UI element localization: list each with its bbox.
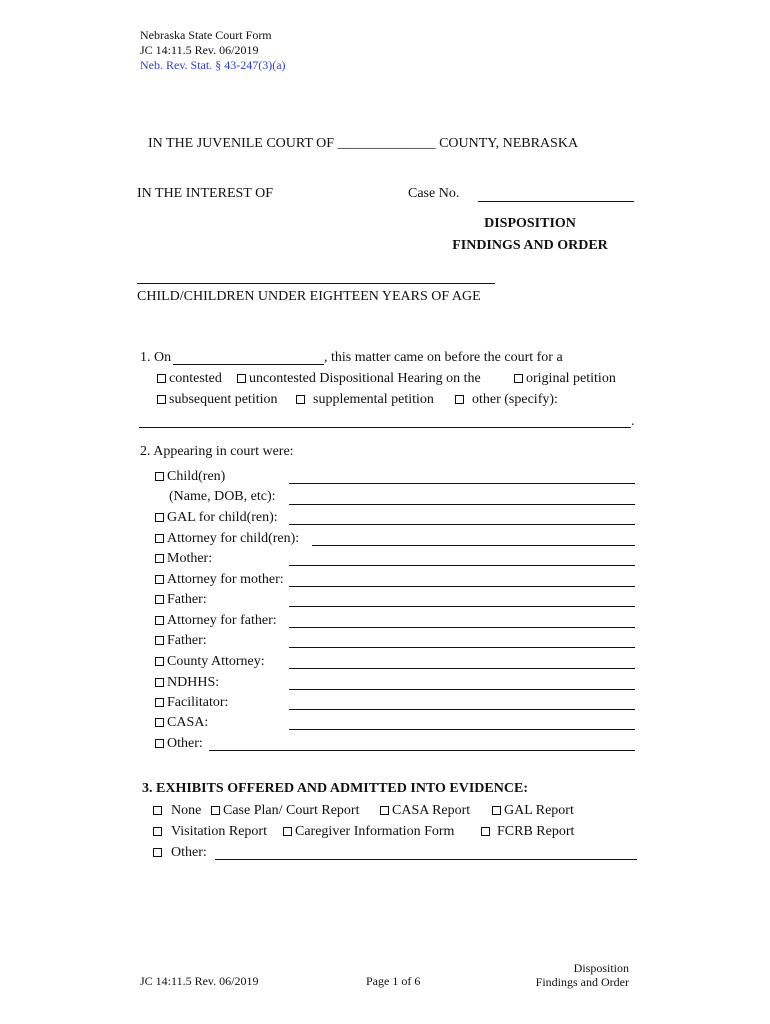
ndhhs-label: NDHHS:: [167, 675, 220, 690]
facilitator-option[interactable]: [155, 695, 228, 711]
exhibit-none-checkbox[interactable]: [153, 806, 162, 815]
exhibit-gal-report-option[interactable]: [492, 803, 574, 819]
exhibit-fcrb-checkbox[interactable]: [481, 827, 490, 836]
original-petition-checkbox[interactable]: [514, 374, 523, 383]
contested-option[interactable]: [157, 371, 222, 387]
form-name: Nebraska State Court Form: [140, 28, 272, 42]
subsequent-petition-checkbox[interactable]: [157, 395, 166, 404]
attorney-mother-checkbox[interactable]: [155, 575, 164, 584]
title-line-2: FINDINGS AND ORDER: [452, 238, 608, 253]
exhibit-case-plan-option[interactable]: [211, 803, 360, 819]
form-revision: JC 14:11.5 Rev. 06/2019: [140, 43, 259, 57]
subsequent-petition-option[interactable]: [157, 392, 278, 408]
mother-option[interactable]: [155, 551, 212, 567]
footer-page-number: Page 1 of 6: [366, 974, 421, 988]
child-caption: CHILD/CHILDREN UNDER EIGHTEEN YEARS OF AGE: [137, 289, 481, 304]
court-line: IN THE JUVENILE COURT OF ______________ COUNTY, NEBRASKA: [148, 136, 579, 151]
attorney-father-label: Attorney for father:: [167, 613, 277, 628]
county-attorney-option[interactable]: [155, 654, 265, 670]
father2-option[interactable]: [155, 633, 207, 649]
other-attendee-field[interactable]: [209, 750, 635, 751]
facilitator-checkbox[interactable]: [155, 698, 164, 707]
casa-label: CASA:: [167, 715, 209, 730]
ndhhs-option[interactable]: [155, 675, 219, 691]
original-petition-option[interactable]: [514, 371, 616, 387]
exhibit-none-label: None: [171, 803, 202, 818]
section1-on-label: 1. On: [140, 350, 172, 365]
exhibit-caregiver-checkbox[interactable]: [283, 827, 292, 836]
original-petition-label: original petition: [526, 371, 616, 386]
exhibit-visitation-option[interactable]: [153, 824, 267, 840]
exhibit-visitation-checkbox[interactable]: [153, 827, 162, 836]
exhibit-other-field[interactable]: [215, 859, 637, 860]
subsequent-petition-label: subsequent petition: [169, 392, 278, 407]
attorney-child-checkbox[interactable]: [155, 534, 164, 543]
exhibit-caregiver-label: Caregiver Information Form: [295, 824, 455, 839]
footer-title-line-1: Disposition: [573, 961, 629, 975]
hearing-date-field[interactable]: [173, 364, 324, 365]
children-option[interactable]: [155, 469, 225, 485]
section3-heading: 3. EXHIBITS OFFERED AND ADMITTED INTO EVIDENCE:: [142, 781, 528, 796]
father2-label: Father:: [167, 633, 207, 648]
gal-field[interactable]: [289, 524, 635, 525]
footer-title-line-2: Findings and Order: [535, 975, 629, 989]
exhibit-other-label: Other:: [171, 845, 207, 860]
attorney-father-option[interactable]: [155, 613, 277, 629]
exhibit-none-option[interactable]: [153, 803, 201, 819]
exhibit-other-option[interactable]: [153, 845, 207, 861]
section2-heading: 2. Appearing in court were:: [140, 444, 294, 459]
father1-checkbox[interactable]: [155, 595, 164, 604]
county-attorney-field[interactable]: [289, 668, 635, 669]
gal-option[interactable]: [155, 510, 278, 526]
attorney-father-field[interactable]: [289, 627, 635, 628]
ndhhs-field[interactable]: [289, 689, 635, 690]
mother-field[interactable]: [289, 565, 635, 566]
footer-revision: JC 14:11.5 Rev. 06/2019: [140, 974, 259, 988]
attorney-child-option[interactable]: [155, 531, 299, 547]
father2-checkbox[interactable]: [155, 636, 164, 645]
attorney-mother-label: Attorney for mother:: [167, 572, 284, 587]
casa-field[interactable]: [289, 729, 635, 730]
father1-option[interactable]: [155, 592, 207, 608]
father2-field[interactable]: [289, 647, 635, 648]
exhibit-gal-report-checkbox[interactable]: [492, 806, 501, 815]
children-details-field[interactable]: [289, 504, 635, 505]
other-attendee-checkbox[interactable]: [155, 739, 164, 748]
supplemental-petition-option[interactable]: [296, 392, 434, 408]
exhibit-other-checkbox[interactable]: [153, 848, 162, 857]
other-specify-checkbox[interactable]: [455, 395, 464, 404]
exhibit-casa-report-option[interactable]: [380, 803, 470, 819]
attorney-mother-field[interactable]: [289, 586, 635, 587]
ndhhs-checkbox[interactable]: [155, 678, 164, 687]
section1-intro-text: , this matter came on before the court for a: [324, 350, 563, 365]
child-name-field[interactable]: [137, 283, 495, 284]
other-specify-label: other (specify):: [472, 392, 558, 407]
county-attorney-label: County Attorney:: [167, 654, 265, 669]
case-no-label: Case No.: [408, 186, 460, 201]
exhibit-casa-report-checkbox[interactable]: [380, 806, 389, 815]
statute-link[interactable]: Neb. Rev. Stat. § 43-247(3)(a): [140, 58, 286, 72]
facilitator-label: Facilitator:: [167, 695, 229, 710]
attorney-mother-option[interactable]: [155, 572, 284, 588]
facilitator-field[interactable]: [289, 709, 635, 710]
title-line-1: DISPOSITION: [484, 216, 576, 231]
attorney-father-checkbox[interactable]: [155, 616, 164, 625]
casa-option[interactable]: [155, 715, 208, 731]
gal-label: GAL for child(ren):: [167, 510, 278, 525]
mother-label: Mother:: [167, 551, 213, 566]
supplemental-petition-checkbox[interactable]: [296, 395, 305, 404]
other-specify-option[interactable]: [455, 392, 558, 408]
attorney-child-field[interactable]: [312, 545, 635, 546]
exhibit-fcrb-option[interactable]: [481, 824, 574, 840]
exhibit-gal-report-label: GAL Report: [504, 803, 574, 818]
father1-label: Father:: [167, 592, 207, 607]
exhibit-case-plan-checkbox[interactable]: [211, 806, 220, 815]
attorney-child-label: Attorney for child(ren):: [167, 531, 300, 546]
children-checkbox[interactable]: [155, 472, 164, 481]
exhibit-case-plan-label: Case Plan/ Court Report: [223, 803, 360, 818]
other-specify-period: .: [631, 414, 635, 429]
uncontested-label: uncontested Dispositional Hearing on the: [249, 371, 481, 386]
gal-checkbox[interactable]: [155, 513, 164, 522]
mother-checkbox[interactable]: [155, 554, 164, 563]
county-attorney-checkbox[interactable]: [155, 657, 164, 666]
children-sub-label: (Name, DOB, etc):: [169, 489, 276, 504]
uncontested-option[interactable]: [237, 371, 481, 387]
uncontested-checkbox[interactable]: [237, 374, 246, 383]
father1-field[interactable]: [289, 606, 635, 607]
exhibit-casa-report-label: CASA Report: [392, 803, 471, 818]
supplemental-petition-label: supplemental petition: [313, 392, 434, 407]
exhibit-visitation-label: Visitation Report: [171, 824, 267, 839]
other-specify-field[interactable]: [139, 427, 631, 428]
exhibit-caregiver-option[interactable]: [283, 824, 454, 840]
other-attendee-label: Other:: [167, 736, 203, 751]
contested-label: contested: [169, 371, 222, 386]
casa-checkbox[interactable]: [155, 718, 164, 727]
case-no-field[interactable]: [478, 201, 634, 202]
children-field[interactable]: [289, 483, 635, 484]
children-label: Child(ren): [167, 469, 226, 484]
interest-of-label: IN THE INTEREST OF: [137, 186, 273, 201]
contested-checkbox[interactable]: [157, 374, 166, 383]
other-attendee-option[interactable]: [155, 736, 203, 752]
exhibit-fcrb-label: FCRB Report: [497, 824, 575, 839]
